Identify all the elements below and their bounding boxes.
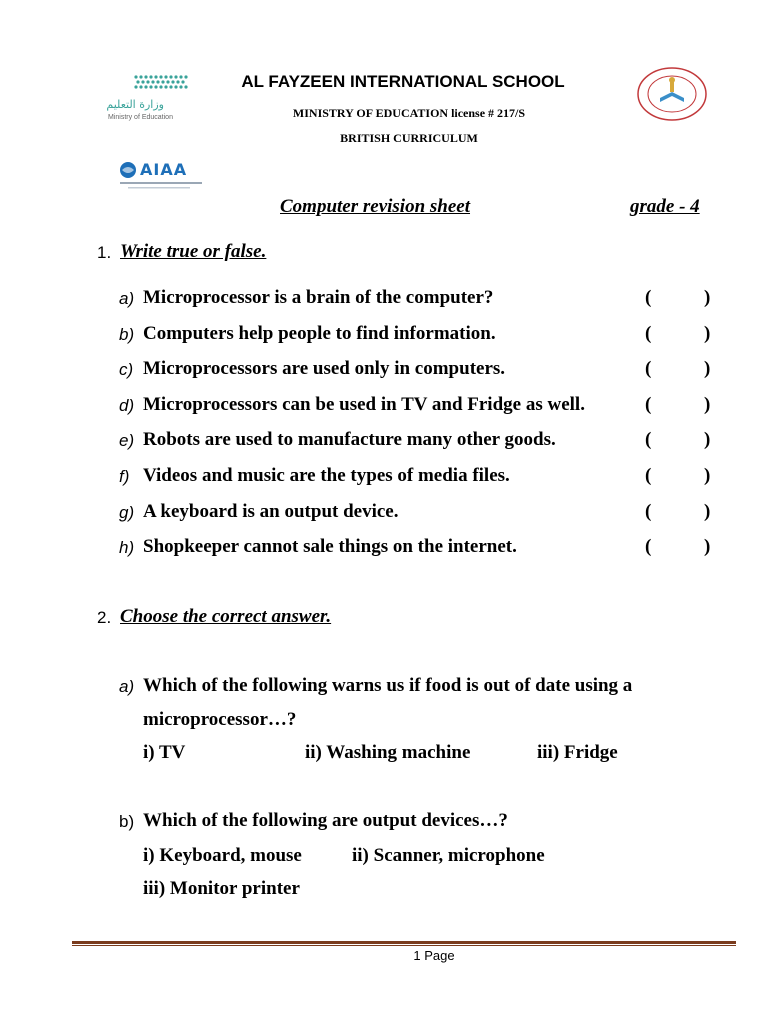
- item-letter: g): [119, 503, 135, 522]
- item-letter: d): [119, 396, 135, 415]
- grade-label: grade - 4: [630, 196, 700, 217]
- section-2-number: 2.: [97, 608, 112, 627]
- item-letter: a): [119, 289, 135, 308]
- answer-paren-open[interactable]: (: [645, 429, 652, 450]
- answer-option[interactable]: i) TV: [143, 742, 186, 763]
- page-number: 1 Page: [413, 948, 455, 963]
- answer-paren-close[interactable]: ): [704, 358, 711, 379]
- question-letter: b): [119, 812, 135, 831]
- answer-option[interactable]: i) Keyboard, mouse: [143, 845, 302, 866]
- item-text: A keyboard is an output device.: [143, 501, 399, 522]
- item-text: Videos and music are the types of media files.: [143, 465, 510, 486]
- answer-option[interactable]: iii) Monitor printer: [143, 878, 300, 899]
- question-text: Which of the following warns us if food is out of date using a: [143, 675, 633, 696]
- item-text: Microprocessors are used only in computers.: [143, 358, 506, 379]
- answer-option[interactable]: ii) Washing machine: [305, 742, 471, 763]
- section-1-number: 1.: [97, 243, 112, 262]
- answer-paren-close[interactable]: ): [704, 394, 711, 415]
- item-letter: e): [119, 431, 135, 450]
- ministry-logo-english-text: Ministry of Education: [108, 114, 173, 121]
- footer-divider: [72, 941, 736, 946]
- answer-paren-close[interactable]: ): [704, 287, 711, 308]
- answer-paren-close[interactable]: ): [704, 429, 711, 450]
- section-1-heading: Write true or false.: [120, 241, 267, 262]
- answer-paren-open[interactable]: (: [645, 501, 652, 522]
- section-2-heading: Choose the correct answer.: [120, 606, 332, 627]
- curriculum-line: BRITISH CURRICULUM: [340, 131, 478, 145]
- item-letter: b): [119, 325, 135, 344]
- answer-paren-close[interactable]: ): [704, 501, 711, 522]
- answer-paren-close[interactable]: ): [704, 536, 711, 557]
- question-letter: a): [119, 677, 135, 696]
- item-text: Robots are used to manufacture many other goods.: [143, 429, 556, 450]
- aiaa-logo-text: AIAA: [140, 160, 188, 179]
- answer-option[interactable]: iii) Fridge: [537, 742, 618, 763]
- answer-paren-close[interactable]: ): [704, 465, 711, 486]
- question-text-continued: microprocessor…?: [143, 709, 297, 730]
- item-letter: f): [119, 467, 130, 486]
- answer-paren-open[interactable]: (: [645, 287, 652, 308]
- answer-paren-close[interactable]: ): [704, 323, 711, 344]
- sheet-title: Computer revision sheet: [280, 196, 471, 217]
- ministry-logo-arabic-text: وزارة التعليم: [106, 98, 164, 111]
- school-name: AL FAYZEEN INTERNATIONAL SCHOOL: [241, 72, 565, 91]
- ministry-license-line: MINISTRY OF EDUCATION license # 217/S: [292, 106, 526, 120]
- item-text: Computers help people to find information.: [143, 323, 496, 344]
- answer-option[interactable]: ii) Scanner, microphone: [352, 845, 545, 866]
- answer-paren-open[interactable]: (: [645, 536, 652, 557]
- question-text: Which of the following are output devices…?: [143, 810, 508, 831]
- answer-paren-open[interactable]: (: [645, 465, 652, 486]
- item-letter: c): [119, 360, 134, 379]
- item-text: Shopkeeper cannot sale things on the internet.: [143, 536, 517, 557]
- item-text: Microprocessor is a brain of the computer?: [143, 287, 494, 308]
- school-seal-logo: [636, 66, 708, 122]
- answer-paren-open[interactable]: (: [645, 358, 652, 379]
- aiaa-logo: [118, 160, 204, 194]
- item-text: Microprocessors can be used in TV and Fridge as well.: [143, 394, 585, 415]
- answer-paren-open[interactable]: (: [645, 323, 652, 344]
- answer-paren-open[interactable]: (: [645, 394, 652, 415]
- item-letter: h): [119, 538, 135, 557]
